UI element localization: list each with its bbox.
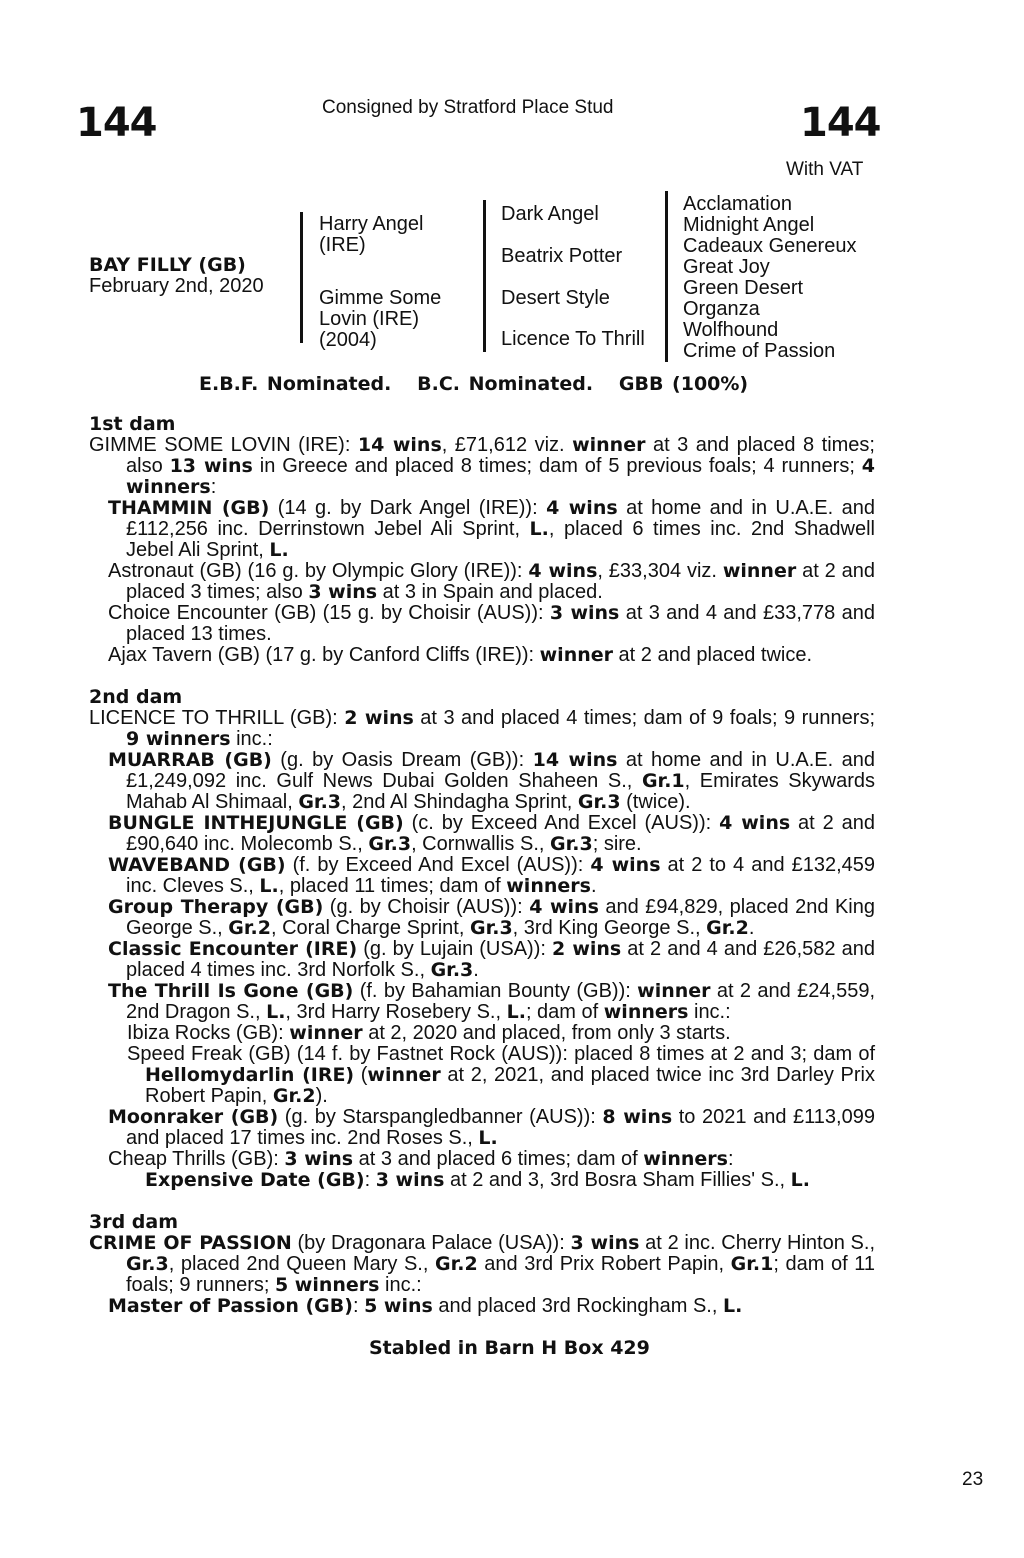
pedigree-bar-3 — [665, 191, 668, 362]
produce-entry: Group Therapy (GB) (g. by Choisir (AUS)): 4 wins and £94,829, placed 2nd King George S., Gr.2, Coral Charge Sprint, Gr.3, 3rd King George S., Gr.2. — [108, 896, 875, 939]
foaling-date: February 2nd, 2020 — [89, 275, 264, 297]
lot-number-right: 144 — [800, 100, 881, 146]
produce-entry: Classic Encounter (IRE) (g. by Lujain (USA)): 2 wins at 2 and 4 and £26,582 and placed 4 times inc. 3rd Norfolk S., Gr.3. — [108, 938, 875, 981]
stabling-location: Stabled in Barn H Box 429 — [369, 1337, 650, 1359]
grandproduce-entry: Expensive Date (GB): 3 wins at 2 and 3, 3rd Bosra Sham Fillies' S., L. — [145, 1169, 810, 1191]
second-dam-entry: LICENCE TO THRILL (GB): 2 wins at 3 and placed 4 times; dam of 9 foals; 9 runners; 9 winners inc.: — [89, 707, 875, 750]
produce-entry: Cheap Thrills (GB): 3 wins at 3 and placed 6 times; dam of winners: — [108, 1148, 734, 1170]
pedigree-bar-2 — [483, 200, 486, 352]
produce-entry: WAVEBAND (GB) (f. by Exceed And Excel (AUS)): 4 wins at 2 to 4 and £132,459 inc. Cleves S., L., placed 11 times; dam of winners. — [108, 854, 875, 897]
produce-entry: Ajax Tavern (GB) (17 g. by Canford Cliffs (IRE)): winner at 2 and placed twice. — [108, 644, 813, 666]
vat-status: With VAT — [786, 159, 864, 180]
produce-entry: BUNGLE INTHEJUNGLE (GB) (c. by Exceed And Excel (AUS)): 4 wins at 2 and £90,640 inc. Molecomb S., Gr.3, Cornwallis S., Gr.3; sire. — [108, 812, 876, 855]
produce-entry: THAMMIN (GB) (14 g. by Dark Angel (IRE)): 4 wins at home and in U.A.E. and £112,256 inc. Derrinstown Jebel Ali Sprint, L., placed 6 times inc. 2nd Shadwell Jebel Ali Sprint, L. — [108, 497, 875, 561]
pedigree-granddam-paternal: Beatrix Potter — [501, 245, 623, 267]
pedigree-granddam-maternal: Licence To Thrill — [501, 328, 645, 350]
pedigree-great-grandparents: Acclamation Midnight Angel Cadeaux Genereux Great Joy Green Desert Organza Wolfhound Crime of Passion — [683, 193, 857, 362]
third-dam-entry: CRIME OF PASSION (by Dragonara Palace (USA)): 3 wins at 2 inc. Cherry Hinton S., Gr.3, placed 2nd Queen Mary S., Gr.2 and 3rd Prix Robert Papin, Gr.1; dam of 11 foals; 9 runners; 5 winners inc.: — [89, 1232, 876, 1296]
first-dam-entry: GIMME SOME LOVIN (IRE): 14 wins, £71,612 viz. winner at 3 and placed 8 times; also 13 wins in Greece and placed 8 times; dam of 5 previous foals; 4 runners; 4 winners: — [89, 434, 876, 498]
pedigree-grandsire-maternal: Desert Style — [501, 287, 610, 309]
produce-entry: Astronaut (GB) (16 g. by Olympic Glory (IRE)): 4 wins, £33,304 viz. winner at 2 and placed 3 times; also 3 wins at 3 in Spain and placed. — [108, 560, 875, 603]
grandproduce-entry: Speed Freak (GB) (14 f. by Fastnet Rock (AUS)): placed 8 times at 2 and 3; dam of Hellomydarlin (IRE) (winner at 2, 2021, and placed twice inc 3rd Darley Prix Robert Papin, Gr.2). — [127, 1043, 876, 1107]
first-dam-heading: 1st dam — [89, 413, 176, 435]
lot-number-left: 144 — [76, 100, 157, 146]
produce-entry: Moonraker (GB) (g. by Starspangledbanner (AUS)): 8 wins to 2021 and £113,099 and placed 17 times inc. 2nd Roses S., L. — [108, 1106, 875, 1149]
consignor: Consigned by Stratford Place Stud — [322, 97, 614, 118]
produce-entry: MUARRAB (GB) (g. by Oasis Dream (GB)): 14 wins at home and in U.A.E. and £1,249,092 inc. Gulf News Dubai Golden Shaheen S., Gr.1, Emirates Skywards Mahab Al Shimaal, Gr.3, 2nd Al Shindagha Sprint, Gr.3 (twice). — [108, 749, 875, 813]
horse-name: BAY FILLY (GB) — [89, 254, 246, 276]
third-dam-heading: 3rd dam — [89, 1211, 179, 1233]
second-dam-heading: 2nd dam — [89, 686, 183, 708]
catalogue-body — [89, 414, 875, 1317]
pedigree-grandsire-paternal: Dark Angel — [501, 203, 599, 225]
nominations: E.B.F. Nominated. B.C. Nominated. GBB (100%) — [199, 373, 749, 395]
produce-entry: The Thrill Is Gone (GB) (f. by Bahamian Bounty (GB)): winner at 2 and £24,559, 2nd Dragon S., L., 3rd Harry Rosebery S., L.; dam of winners inc.: — [108, 980, 875, 1023]
pedigree-sire: Harry Angel (IRE) — [319, 213, 424, 256]
pedigree-dam: Gimme Some Lovin (IRE) (2004) — [319, 287, 442, 351]
pedigree-bar-1 — [300, 212, 303, 343]
grandproduce-entry: Ibiza Rocks (GB): winner at 2, 2020 and placed, from only 3 starts. — [127, 1022, 731, 1044]
produce-entry: Choice Encounter (GB) (15 g. by Choisir (AUS)): 3 wins at 3 and 4 and £33,778 and placed 13 times. — [108, 602, 875, 645]
produce-entry: Master of Passion (GB): 5 wins and placed 3rd Rockingham S., L. — [108, 1295, 743, 1317]
page-number: 23 — [962, 1469, 984, 1490]
